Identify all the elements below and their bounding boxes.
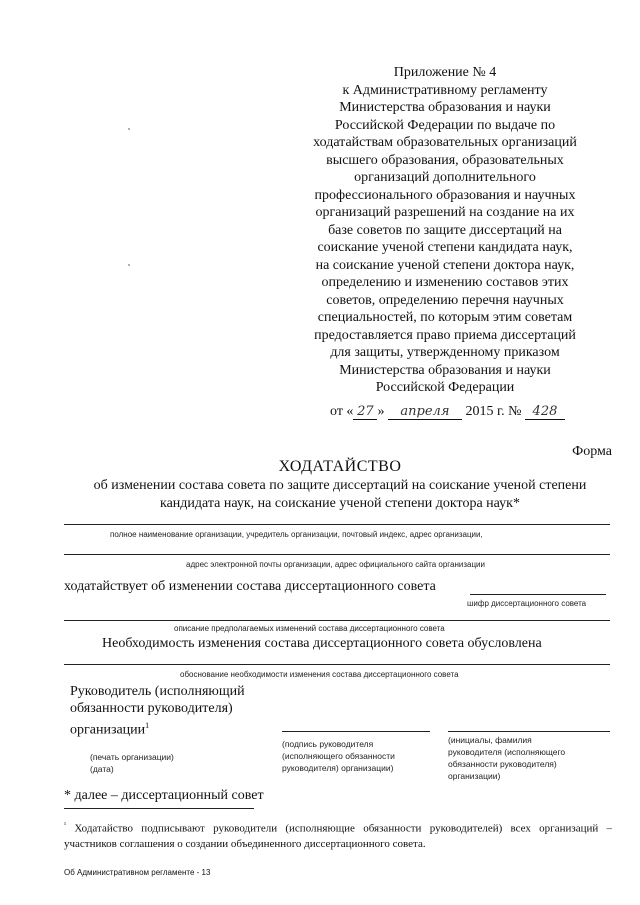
form-label: Форма [572, 444, 612, 459]
annex-line: для защиты, утвержденному приказом [330, 345, 560, 360]
footnote-1-mark: ¹ [64, 821, 67, 829]
order-date-line [330, 404, 565, 420]
subtitle-line: об изменении состава совета по защите диссертаций на соискание ученой степени [93, 478, 587, 493]
annex-line: специальностей, по которым этим советам [317, 310, 573, 325]
annex-line: предоставляется право приема диссертаций [314, 327, 576, 343]
email-caption: адрес электронной почты организации, адрес официального сайта организации [186, 560, 485, 569]
signature-caption-line: руководителя) организации) [282, 763, 394, 773]
date-mid: » [377, 404, 385, 419]
annex-line: Приложение № 4 [393, 65, 497, 80]
annex-line: Министерства образования и науки [339, 100, 551, 115]
scan-speck [128, 128, 130, 130]
footnote-1 [64, 818, 612, 852]
date-day: 27 [353, 404, 377, 420]
annex-line: базе советов по защите диссертаций на [328, 222, 562, 238]
signature-caption-line: (подпись руководителя [282, 739, 374, 749]
annex-line: организаций разрешений на создание на их [315, 205, 575, 220]
annex-line: определению и изменению составов этих [321, 275, 569, 290]
cipher-caption: шифр диссертационного совета [467, 599, 587, 608]
document-title: ХОДАТАЙСТВО [278, 458, 402, 475]
star-footnote: * далее – диссертационный совет [64, 788, 264, 803]
changes-line [64, 620, 610, 621]
subtitle-line: кандидата наук, на соискание ученой степени доктора наук* [160, 496, 520, 511]
annex-line: советов, определению перечня научных [326, 292, 564, 308]
date-caption-line: (дата) [90, 764, 114, 774]
seal-caption-line: (печать организации) [90, 752, 174, 762]
scan-speck [128, 264, 130, 266]
annex-line: Министерства образования и науки [339, 362, 551, 378]
petition-text: ходатайствует об изменении состава диссертационного совета [64, 579, 436, 594]
date-prefix: от « [330, 404, 354, 419]
changes-caption: описание предполагаемых изменений состава диссертационного совета [174, 624, 445, 633]
order-number: 428 [525, 404, 565, 420]
cipher-line [470, 594, 606, 595]
page-footer: Об Административном регламенте - 13 [64, 868, 211, 877]
necessity-text: Необходимость изменения состава диссертационного совета обусловлена [102, 636, 542, 651]
annex-line: высшего образования, образовательных [326, 152, 564, 168]
initials-line [448, 731, 610, 732]
initials-caption [448, 734, 565, 782]
head-line: Руководитель (исполняющий [70, 684, 245, 699]
head-line: организации [70, 722, 146, 738]
annex-line: ходатайствам образовательных организаций [313, 135, 577, 150]
date-year: 2015 г. № [465, 404, 522, 419]
annex-line: Российской Федерации [375, 380, 515, 395]
document-subtitle [60, 477, 620, 513]
signature-caption-line: (исполняющего обязанности [282, 751, 395, 761]
initials-caption-line: (инициалы, фамилия [448, 735, 532, 745]
email-line [64, 554, 610, 555]
annex-line: к Административному регламенту [342, 82, 548, 98]
org-name-caption: полное наименование организации, учредитель организации, почтовый индекс, адрес организации, [110, 530, 483, 539]
annex-header [300, 64, 590, 397]
annex-line: организаций дополнительного [354, 170, 536, 185]
initials-caption-line: обязанности руководителя) [448, 759, 557, 769]
date-month: апреля [388, 404, 462, 420]
initials-caption-line: организации) [448, 771, 501, 781]
justification-line [64, 664, 610, 665]
seal-caption [90, 751, 174, 775]
footnote-1-text: Ходатайство подписывают руководители (исполняющие обязанности руководителей) всех организаций – участников соглашения о создании объединенного диссертационного совета. [64, 822, 613, 850]
initials-caption-line: руководителя (исполняющего [448, 747, 566, 757]
signature-line [282, 731, 430, 732]
footnote-separator [64, 808, 254, 809]
annex-line: Российской Федерации по выдаче по [334, 117, 556, 133]
footnote-ref: 1 [145, 721, 150, 730]
signature-caption [282, 738, 395, 774]
annex-line: профессионального образования и научных [314, 187, 576, 203]
org-name-line [64, 524, 610, 525]
justification-caption: обоснование необходимости изменения состава диссертационного совета [180, 670, 459, 679]
head-line: обязанности руководителя) [70, 701, 233, 716]
annex-line: на соискание ученой степени доктора наук, [315, 257, 575, 273]
annex-line: соискание ученой степени кандидата наук, [317, 240, 573, 255]
head-block [70, 683, 245, 739]
